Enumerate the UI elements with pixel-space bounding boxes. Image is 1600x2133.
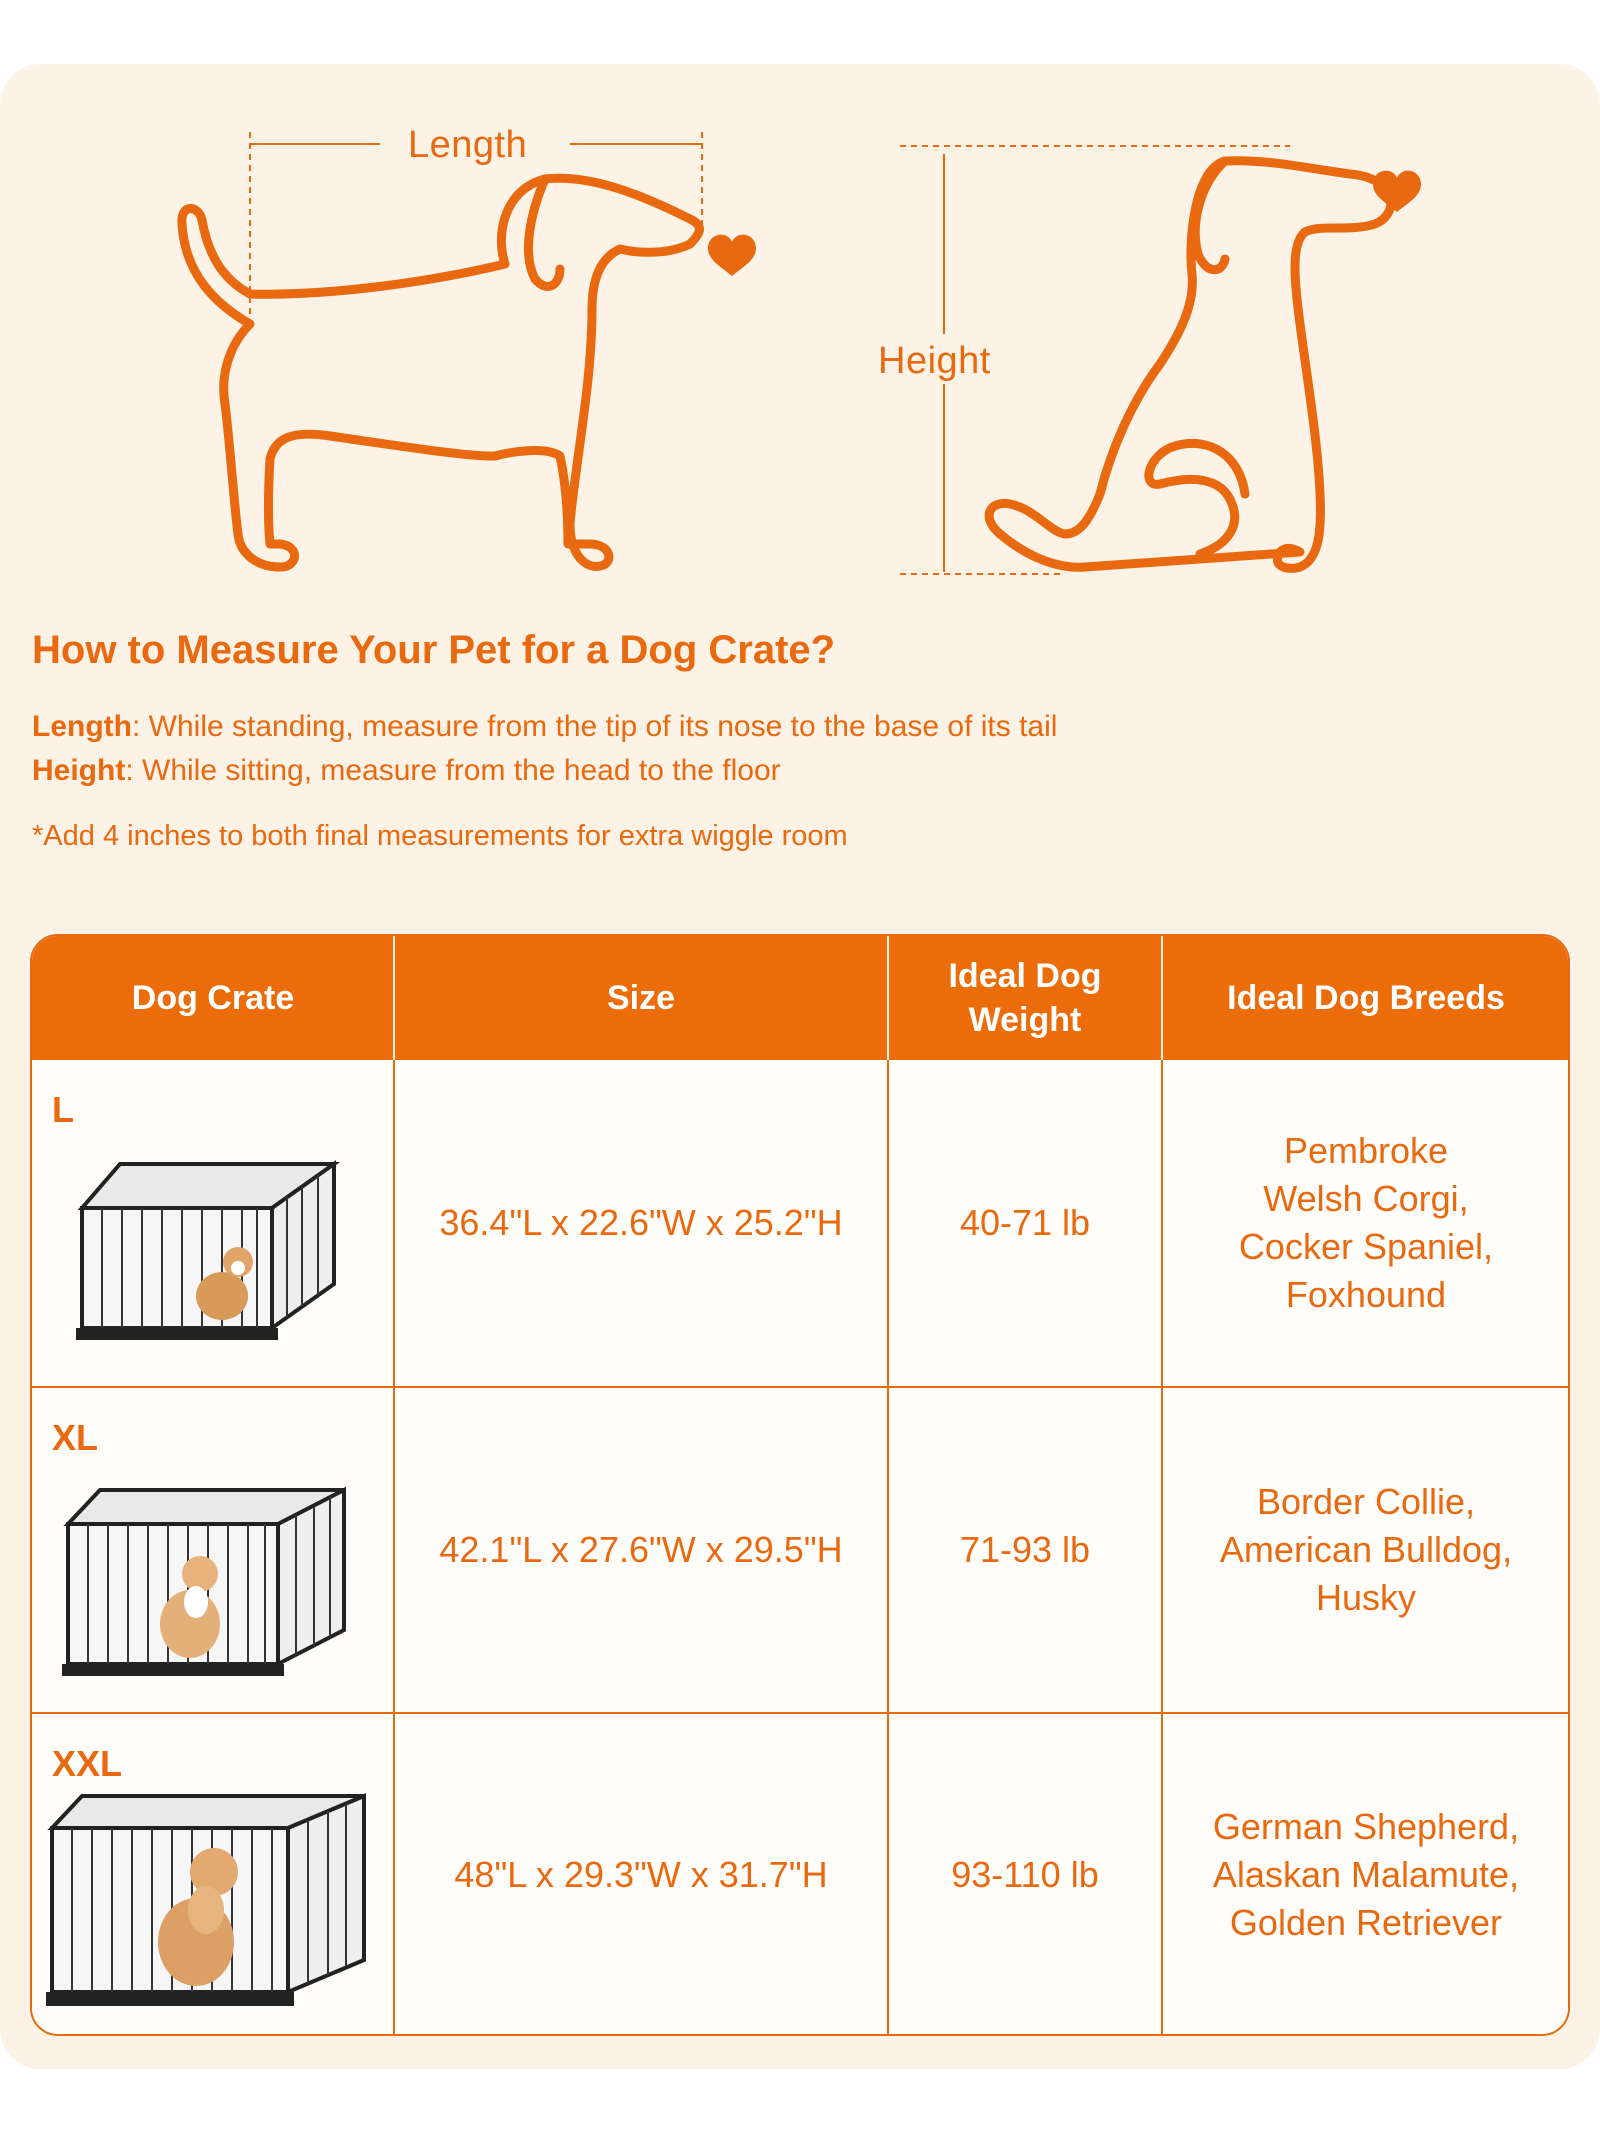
sitting-dog-outline <box>989 161 1391 569</box>
wiggle-room-note: *Add 4 inches to both final measurements for extra wiggle room <box>32 820 848 852</box>
crate-cell <box>32 1714 394 2036</box>
weight-cell: 40-71 lb <box>959 1202 1091 1243</box>
heart-icon <box>708 235 756 276</box>
height-label: Height <box>878 340 991 382</box>
breed-line: Golden Retriever <box>1229 1902 1503 1943</box>
breeds-cell <box>1162 1714 1570 2036</box>
breed-line: Alaskan Malamute, <box>1212 1854 1520 1895</box>
breeds-cell <box>1162 1060 1570 1386</box>
measurement-illustration <box>0 64 1600 624</box>
breed-line: Foxhound <box>1285 1274 1447 1315</box>
crate-size-label: XXL <box>52 1743 123 1784</box>
header-ideal-weight <box>888 936 1162 1060</box>
height-term: Height <box>32 754 126 787</box>
header-weight-line2: Weight <box>968 1001 1082 1039</box>
crate-size-label: L <box>52 1089 74 1130</box>
breed-line: American Bulldog, <box>1219 1529 1513 1570</box>
weight-cell: 93-110 lb <box>951 1854 1099 1895</box>
length-text: : While standing, measure from the tip of its nose to the base of its tail <box>131 710 1058 743</box>
size-cell: 36.4"L x 22.6"W x 25.2"H <box>439 1202 843 1243</box>
size-cell: 48"L x 29.3"W x 31.7"H <box>454 1854 828 1895</box>
crate-size-label: XL <box>52 1417 99 1458</box>
header-weight-line1: Ideal Dog <box>948 957 1102 995</box>
heart-icon <box>1373 171 1421 212</box>
table-row <box>32 1388 1568 1712</box>
crate-cell <box>32 1060 394 1386</box>
header-dog-crate: Dog Crate <box>131 979 295 1017</box>
breed-line: Border Collie, <box>1256 1481 1476 1522</box>
table-row <box>32 1060 1568 1386</box>
length-instruction <box>32 710 1057 744</box>
header-size: Size <box>606 979 676 1017</box>
size-cell: 42.1"L x 27.6"W x 29.5"H <box>439 1529 843 1570</box>
height-instruction <box>32 754 781 788</box>
breed-line: Welsh Corgi, <box>1263 1178 1469 1219</box>
size-chart-table <box>30 934 1570 2036</box>
breed-line: German Shepherd, <box>1212 1806 1520 1847</box>
length-label: Length <box>408 124 528 166</box>
crate-image <box>72 1156 346 1348</box>
weight-cell: 71-93 lb <box>959 1529 1091 1570</box>
breed-line: Cocker Spaniel, <box>1238 1226 1494 1267</box>
height-text: : While sitting, measure from the head to the floor <box>125 754 781 787</box>
header-divider <box>887 936 889 1060</box>
table-header <box>32 936 1568 1060</box>
header-ideal-breeds: Ideal Dog Breeds <box>1227 979 1505 1017</box>
crate-cell <box>32 1388 394 1712</box>
guide-title: How to Measure Your Pet for a Dog Crate? <box>32 628 836 672</box>
crate-image <box>46 1792 380 2014</box>
dog-outlines <box>0 64 1600 624</box>
breeds-cell <box>1162 1388 1570 1712</box>
length-term: Length <box>32 710 132 743</box>
header-divider <box>393 936 395 1060</box>
breed-line: Husky <box>1315 1577 1417 1618</box>
crate-image <box>60 1484 360 1684</box>
header-divider <box>1161 936 1163 1060</box>
table-row <box>32 1714 1568 2036</box>
standing-dog-outline <box>182 178 700 567</box>
breed-line: Pembroke <box>1283 1130 1449 1171</box>
